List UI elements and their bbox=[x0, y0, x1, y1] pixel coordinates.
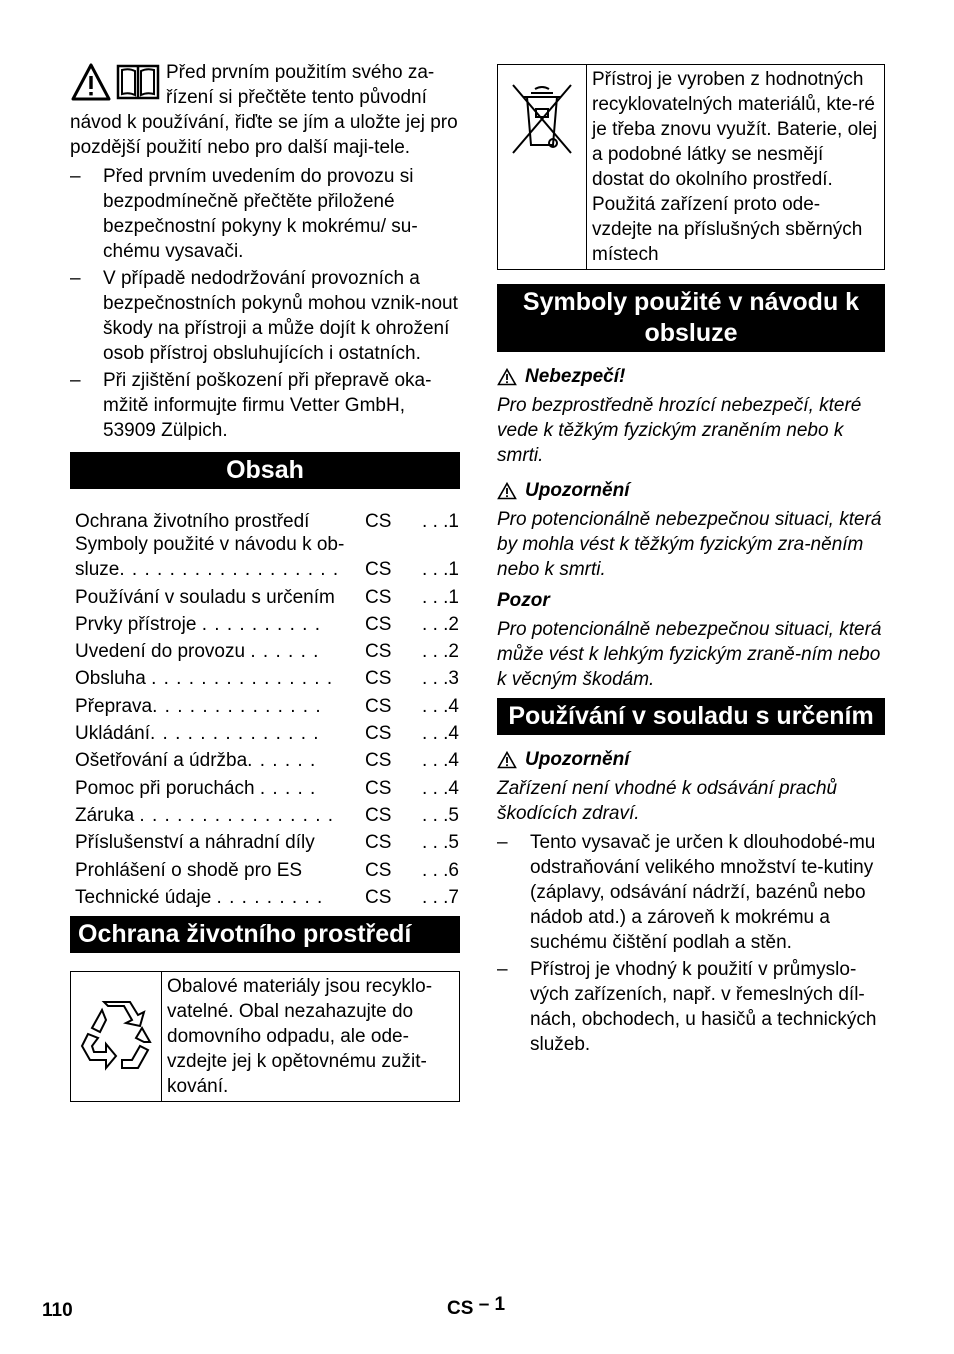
danger-title: Nebezpečí! bbox=[497, 364, 885, 389]
symbols-heading: Symboly použité v návodu k obsluze bbox=[497, 284, 885, 352]
toc-row[interactable]: Technické údaje . . . . . . . . . CS . . .7 bbox=[75, 886, 459, 908]
toc-row[interactable]: Symboly použité v návodu k ob-sluze. . . . . . . . . . . . . . . . . . CS . . .1 bbox=[75, 534, 459, 581]
book-icon bbox=[116, 62, 160, 102]
toc-row[interactable]: Přeprava. . . . . . . . . . . . . . CS . . .4 bbox=[75, 695, 459, 717]
warning-triangle-icon bbox=[497, 368, 517, 386]
recycle-icon-cell bbox=[71, 972, 162, 1101]
danger-text: Pro bezprostředně hrozící nebezpečí, které vede k těžkým fyzickým zraněním nebo k smrti. bbox=[497, 395, 862, 466]
bin-icon-cell bbox=[498, 65, 587, 269]
environment-heading: Ochrana životního prostředí bbox=[70, 916, 460, 953]
section-page: CS – 1 bbox=[447, 1294, 506, 1319]
intro-text: Před prvním použitím svého za-řízení si přečtěte tento původní návod k používání, řiďte se jím a uložte jej pro pozdější použití nebo pro další maji-tele. bbox=[70, 62, 458, 158]
intended-use-list bbox=[497, 830, 885, 1057]
table-of-contents bbox=[70, 507, 460, 910]
toc-row[interactable]: Pomoc při poruchách . . . . . CS . . .4 bbox=[75, 777, 459, 799]
warning-title: Upozornění bbox=[497, 478, 885, 503]
contents-heading: Obsah bbox=[70, 452, 460, 489]
toc-row[interactable]: Uvedení do provozu . . . . . . CS . . .2 bbox=[75, 641, 459, 663]
intended-use-heading: Používání v souladu s určením bbox=[497, 698, 885, 735]
recycle-box bbox=[70, 971, 460, 1102]
list-item: – Před prvním uvedením do provozu si bezpodmínečně přečtěte přiložené bezpečnostní pokyny k mokrému/ su-chému vysavači. bbox=[70, 166, 418, 262]
warning-text: Pro potencionálně nebezpečnou situaci, která by mohla vést k těžkým fyzickým zra-něním nebo k smrti. bbox=[497, 509, 882, 580]
intro-section bbox=[70, 60, 460, 443]
list-item: – V případě nedodržování provozních a bezpečnostních pokynů mohou vznik-nout škody na přístroji a může dojít k ohrožení osob přístroj obsluhujících i ostatních. bbox=[70, 268, 458, 364]
caution-text: Pro potencionálně nebezpečnou situaci, která může vést k lehkým fyzickým zraně-ním nebo k věcným škodám. bbox=[497, 619, 882, 690]
toc-row[interactable]: Ošetřování a údržba. . . . . . CS . . .4 bbox=[75, 750, 459, 772]
warning-triangle-icon bbox=[497, 751, 517, 769]
recycle-icon bbox=[78, 998, 154, 1074]
recycle-text: Obalové materiály jsou recyklo-vatelné. Obal nezahazujte do domovního odpadu, ale ode-vzdejte jej k opětovnému zužit-kování. bbox=[167, 975, 433, 1097]
toc-row[interactable]: Příslušenství a náhradní díly CS . . .5 bbox=[75, 832, 459, 854]
page-number: 110 bbox=[42, 1300, 73, 1321]
toc-row[interactable]: Záruka . . . . . . . . . . . . . . . . CS . . .5 bbox=[75, 804, 459, 826]
disposal-text: Přístroj je vyroben z hodnotných recyklovatelných materiálů, kte-ré je třeba znovu využít. Baterie, olej a podobné látky se nesmějí dostat do okolního prostředí. Použitá zařízení proto ode-vzdejte na příslušných sběrných místech bbox=[592, 69, 878, 265]
toc-row[interactable]: Prohlášení o shodě pro ES CS . . .6 bbox=[75, 859, 459, 881]
toc-row[interactable]: Prvky přístroje . . . . . . . . . . CS . . .2 bbox=[75, 613, 459, 635]
intro-list bbox=[70, 164, 460, 443]
toc-row[interactable]: Ukládání. . . . . . . . . . . . . . CS . . .4 bbox=[75, 723, 459, 745]
list-item: – Přístroj je vhodný k použití v průmyslo-vých zařízeních, např. v řemeslných díl-nách, obchodech, u hasičů a technických služeb. bbox=[497, 959, 877, 1055]
left-column bbox=[70, 60, 460, 1102]
use-warning-title: Upozornění bbox=[497, 747, 885, 772]
toc-row[interactable]: Používání v souladu s určením CS . . .1 bbox=[75, 586, 459, 608]
use-warning-text: Zařízení není vhodné k odsávání prachů škodících zdraví. bbox=[497, 778, 838, 824]
toc-row[interactable]: Ochrana životního prostředí CS . . .1 bbox=[75, 511, 459, 533]
list-item: – Při zjištění poškození při přepravě oka-mžitě informujte firmu Vetter GmbH, 53909 Zülpich. bbox=[70, 370, 432, 441]
toc-row[interactable]: Obsluha . . . . . . . . . . . . . . . CS . . .3 bbox=[75, 668, 459, 690]
crossed-bin-icon bbox=[509, 79, 575, 159]
warning-triangle-icon bbox=[70, 62, 112, 102]
caution-title: Pozor bbox=[497, 590, 550, 611]
intro-icons bbox=[70, 62, 160, 106]
right-column bbox=[497, 64, 885, 1059]
list-item: – Tento vysavač je určen k dlouhodobé-mu odstraňování velikého množství te-kutiny (záplavy, odsávání nádrží, bazénů nebo nádob atd.) a zároveň k mokrému a suchému čištění podlah a stěn. bbox=[497, 832, 876, 953]
warning-triangle-icon bbox=[497, 482, 517, 500]
disposal-box bbox=[497, 64, 885, 270]
